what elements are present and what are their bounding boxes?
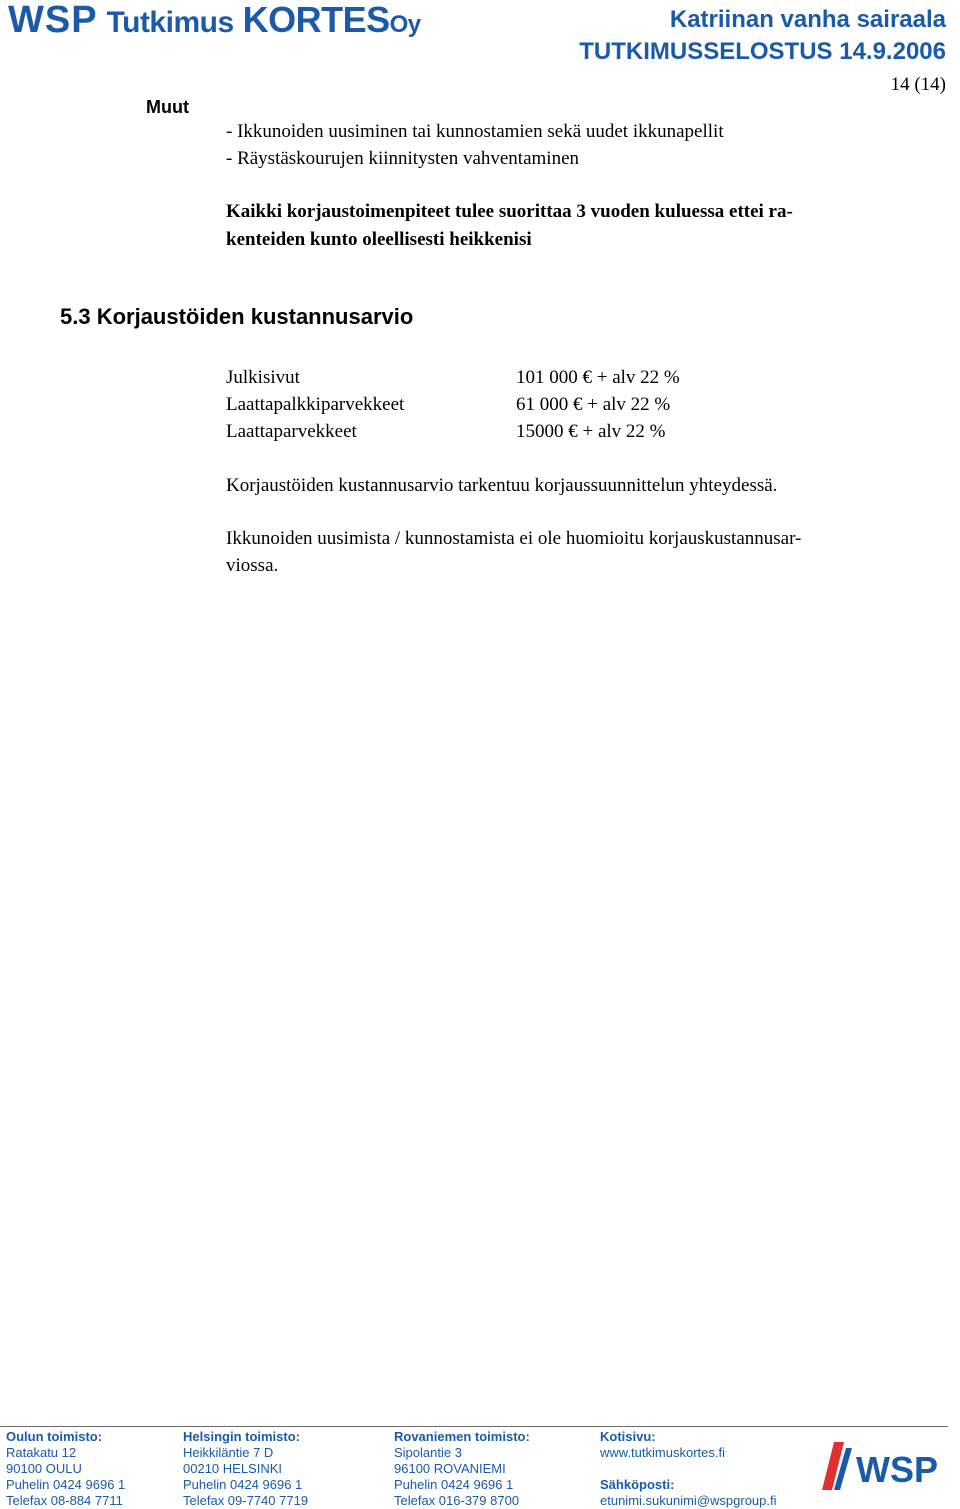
footer-line: Sipolantie 3 (394, 1445, 462, 1460)
footer-line: Ratakatu 12 (6, 1445, 77, 1460)
cost-value: 101 000 € + alv 22 % (516, 367, 680, 388)
logo-wsp: WSP (8, 0, 98, 41)
footer-web (600, 1429, 777, 1509)
footer-line: 90100 OULU (6, 1461, 82, 1476)
cost-label: Julkisivut (226, 367, 300, 388)
paragraph-line: viossa. (226, 555, 279, 576)
document-title: Katriinan vanha sairaala (669, 6, 946, 33)
list-item: - Räystäskourujen kiinnitysten vahventaminen (226, 148, 580, 169)
footer-helsinki (183, 1429, 308, 1509)
footer-heading: Helsingin toimisto: (183, 1429, 300, 1444)
footer-oulu (6, 1429, 125, 1509)
footer-heading: Oulun toimisto: (6, 1429, 103, 1444)
cost-label: Laattapalkkiparvekkeet (226, 394, 405, 415)
footer-line: Telefax 08-884 7711 (6, 1493, 123, 1508)
cost-label: Laattaparvekkeet (226, 421, 357, 442)
muut-heading: Muut (146, 97, 189, 117)
email-link[interactable]: etunimi.sukunimi@wspgroup.fi (600, 1493, 777, 1508)
cost-value: 61 000 € + alv 22 % (516, 394, 671, 415)
email-heading: Sähköposti: (600, 1477, 675, 1492)
footer-rovaniemi (394, 1429, 530, 1509)
footer-line: Puhelin 0424 9696 1 (183, 1477, 303, 1492)
page-number: 14 (14) (890, 74, 946, 95)
logo-oy: Oy (389, 11, 421, 38)
paragraph-line: Ikkunoiden uusimista / kunnostamista ei ole huomioitu korjauskustannusar- (226, 528, 802, 549)
wsp-logo-icon (818, 1438, 958, 1494)
logo-tutkimus: Tutkimus (106, 6, 234, 39)
document-subtitle: TUTKIMUSSELOSTUS 14.9.2006 (579, 38, 946, 65)
cost-value: 15000 € + alv 22 % (516, 421, 666, 442)
note-line: Kaikki korjaustoimenpiteet tulee suorittaa 3 vuoden kuluessa ettei ra- (226, 201, 793, 222)
section-heading: 5.3 Korjaustöiden kustannusarvio (60, 304, 414, 329)
company-logo (8, 0, 421, 45)
footer-heading: Kotisivu: (600, 1429, 656, 1444)
footer-line: 96100 ROVANIEMI (394, 1461, 506, 1476)
footer-line: Telefax 016-379 8700 (394, 1493, 520, 1508)
website-link[interactable]: www.tutkimuskortes.fi (600, 1445, 725, 1460)
paragraph: Korjaustöiden kustannusarvio tarkentuu korjaussuunnittelun yhteydessä. (226, 475, 778, 496)
footer-heading: Rovaniemen toimisto: (394, 1429, 530, 1444)
footer-line: Heikkiläntie 7 D (183, 1445, 274, 1460)
logo-kortes: KORTES (242, 0, 390, 40)
wsp-logo-text: WSP (856, 1449, 939, 1490)
footer-line: Puhelin 0424 9696 1 (6, 1477, 126, 1492)
footer-line: 00210 HELSINKI (183, 1461, 283, 1476)
footer-divider (0, 1426, 948, 1427)
footer-line: Telefax 09-7740 7719 (183, 1493, 309, 1508)
list-item: - Ikkunoiden uusiminen tai kunnostamien sekä uudet ikkunapellit (226, 121, 724, 142)
note-line: kenteiden kunto oleellisesti heikkenisi (226, 229, 532, 250)
footer-line: Puhelin 0424 9696 1 (394, 1477, 514, 1492)
